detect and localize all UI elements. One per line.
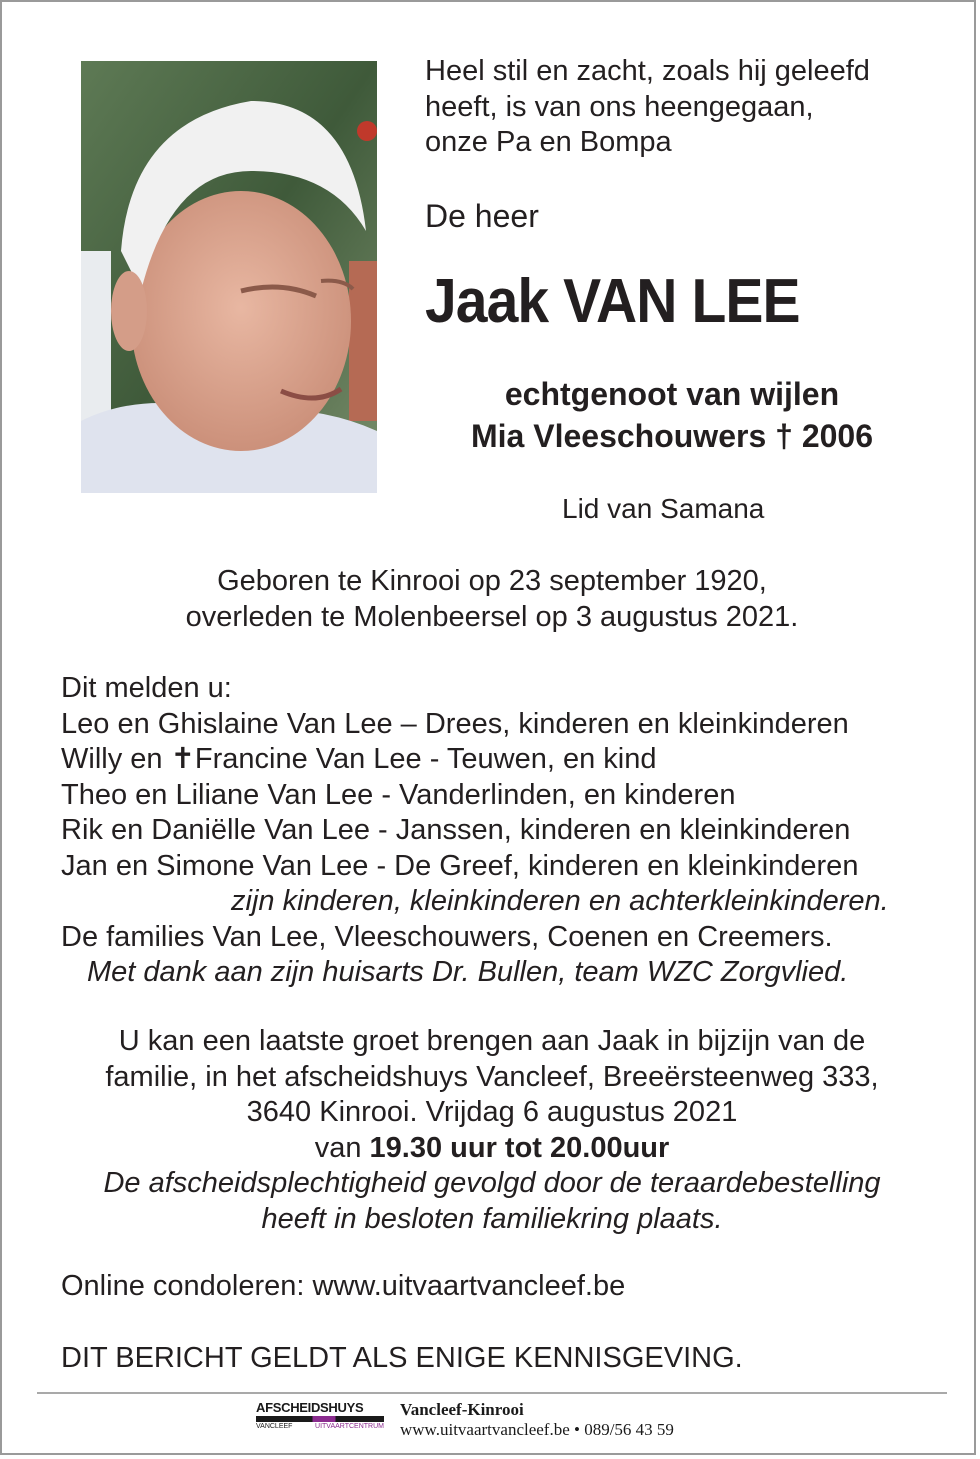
spouse-line-2: Mia Vleeschouwers † 2006 [471, 418, 873, 454]
birth-death [62, 564, 922, 635]
footer-company: Vancleef-Kinrooi [400, 1400, 524, 1419]
visitation-time-line [42, 1131, 942, 1167]
footer-divider [37, 1392, 947, 1394]
spouse-line-1: echtgenoot van wijlen [504, 376, 840, 412]
visitation-line-2: familie, in het afscheidshuys Vancleef, Breeërsteenweg 333, [105, 1060, 879, 1093]
footer-contact [400, 1400, 674, 1440]
intro-verse [425, 54, 870, 161]
intro-line-2: heeft, is van ons heengegaan, [425, 90, 814, 123]
logo-sub-right: UITVAARTCENTRUM [315, 1423, 384, 1430]
birth-line: Geboren te Kinrooi op 23 september 1920, [217, 565, 767, 597]
intro-line-1: Heel stil en zacht, zoals hij geleefd [425, 55, 870, 87]
family-list [61, 671, 889, 991]
logo-word: AFSCHEIDSHUYS [256, 1400, 364, 1415]
membership: Lid van Samana [562, 493, 765, 524]
intro-line-3: onze Pa en Bompa [425, 126, 672, 158]
portrait-photo [81, 61, 377, 493]
logo-sub-left: VANCLEEF [256, 1423, 293, 1430]
deceased-name: Jaak VAN LEE [425, 267, 800, 336]
family-child-5: Jan en Simone Van Lee - De Greef, kinderen en kleinkinderen [61, 849, 859, 882]
family-child-1: Leo en Ghislaine Van Lee – Drees, kinderen en kleinkinderen [61, 707, 849, 740]
online-condolence: Online condoleren: www.uitvaartvancleef.be [61, 1270, 626, 1302]
ceremony-line-1: De afscheidsplechtigheid gevolgd door de teraardebestelling [103, 1167, 881, 1199]
salutation: De heer [425, 198, 539, 234]
family-child-2: Willy en ✝Francine Van Lee - Teuwen, en kind [61, 743, 657, 775]
family-child-3: Theo en Liliane Van Lee - Vanderlinden, en kinderen [61, 778, 736, 811]
footer-contact-line: www.uitvaartvancleef.be • 089/56 43 59 [400, 1420, 674, 1439]
visitation-time-prefix: van [314, 1131, 370, 1164]
visitation-line-1: U kan een laatste groet brengen aan Jaak in bijzijn van de [118, 1025, 866, 1057]
family-families: De families Van Lee, Vleeschouwers, Coenen en Creemers. [61, 920, 833, 953]
visitation-time: 19.30 uur tot 20.00uur [369, 1131, 670, 1164]
family-intro: Dit melden u: [61, 672, 232, 704]
visitation-block [42, 1024, 942, 1237]
death-line: overleden te Molenbeersel op 3 augustus 2021. [185, 600, 799, 633]
logo-subtitle [256, 1423, 384, 1430]
family-children-summary: zijn kinderen, kleinkinderen en achterkleinkinderen. [231, 885, 889, 917]
family-thanks: Met dank aan zijn huisarts Dr. Bullen, team WZC Zorgvlied. [87, 956, 849, 988]
family-child-4: Rik en Daniëlle Van Lee - Janssen, kinderen en kleinkinderen [61, 814, 851, 846]
logo-bar [256, 1416, 384, 1422]
visitation-line-3: 3640 Kinrooi. Vrijdag 6 augustus 2021 [246, 1096, 738, 1128]
funeral-home-logo [256, 1400, 384, 1430]
notice-statement: DIT BERICHT GELDT ALS ENIGE KENNISGEVING. [61, 1342, 743, 1374]
spouse-block [412, 373, 932, 457]
ceremony-line-2: heeft in besloten familiekring plaats. [261, 1202, 723, 1235]
